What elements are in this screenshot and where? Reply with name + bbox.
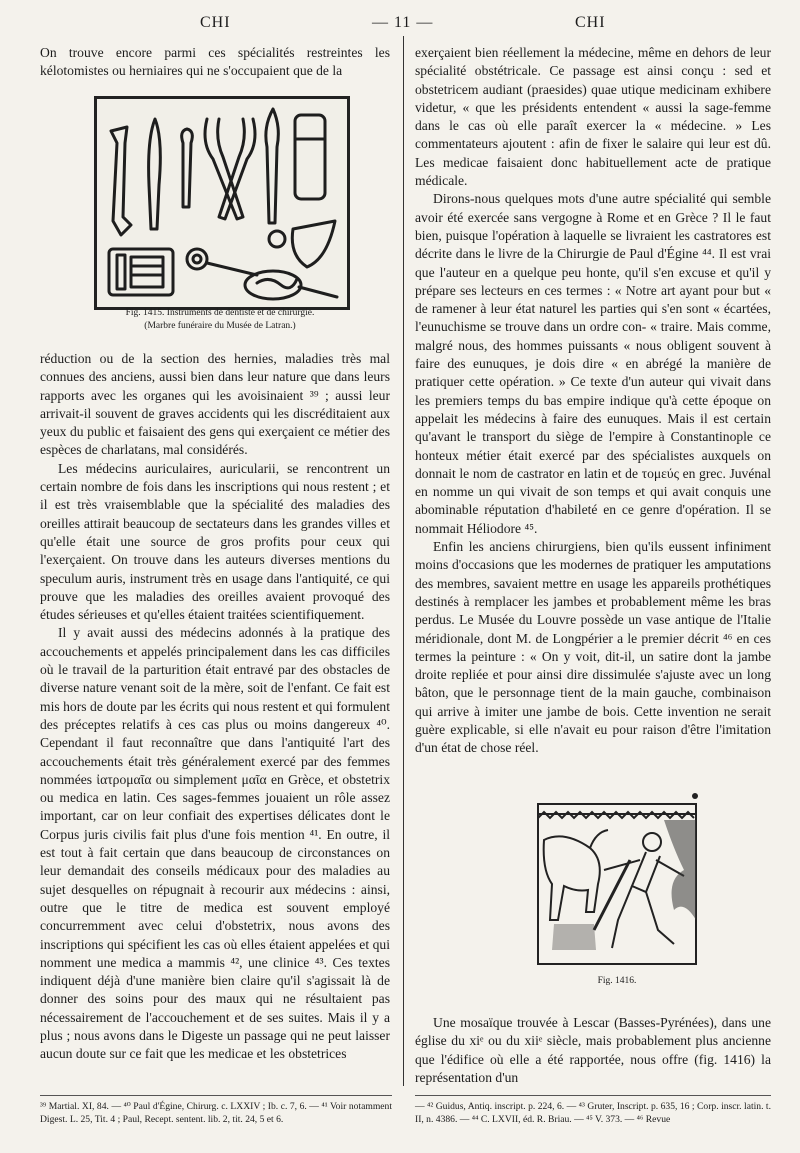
left-column: [40, 350, 390, 1064]
running-head-right: CHI: [575, 14, 606, 31]
footnotes-left: ³⁹ Martial. XI, 84. — ⁴⁰ Paul d'Égine, Chirurg. c. LXXIV ; Ib. c. 7, 6. — ⁴¹ Voir notamment Digest. L. 25, Tit. 4 ; Paul, Recept. sentent. lib. 2, tit. 24, 5 et 6.: [40, 1101, 392, 1125]
footnote-rule-left: [40, 1095, 392, 1096]
paragraph: Dirons-nous quelques mots d'une autre spécialité qui semble avoir été exercée sans vergogne à Rome et en Grèce ? Il le faut bien, puisque l'opération à laquelle se livraient les castratores est décrite dans le livre de la Chirurgie de Paul d'Égine ⁴⁴. Il est vrai que l'auteur en a quelque peu honte, qu'il s'en excuse et qu'il y prépare ses lecteurs en ces termes : « Notre art ayant pour but « de ramener à leur état naturel les parties qui s'en sont « écartées, l'eunuchisme se trouve dans un ordre con- « traire. Mais comme, malgré nous, des hommes puissants « nous obligent souvent à faire des eunuques, je dois dire « en abrégé la manière de pratiquer cette opération. » Ce texte d'un auteur qui vivait dans les premiers temps du bas empire indique qu'à cette époque on appelait les médecins à faire des eunuques. Mais il est certain qu'avant le transport du siège de l'empire à Constantinople ce honteux métier était exercé par des spécialistes auxquels on donnait le nom de castrator en latin et de τομεύς en grec. Juvénal en nomme un qui vivait de son temps et qui avait conquis une abominable réputation d'habileté en ce genre d'opération. Il se nommait Héliodore ⁴⁵.: [415, 191, 771, 536]
paragraph: Il y avait aussi des médecins adonnés à la pratique des accouchements et appelés principalement dans les cas difficiles où le travail de la parturition était entravé par des obstacles de diverse nature venant soit de la mère, soit de l'enfant. Ce fait est mis hors de doute par les écrits qui nous restent et qui formulent des préceptes relatifs à ces cas plus ou moins dangereux ⁴⁰. Cependant il faut reconnaître que dans l'antiquité l'art des accouchements était très généralement exercé par des femmes nommées ἰατρομαῖα ou simplement μαῖα en Grèce, et obstetrix ou medica en latin. Ces sages-femmes jouaient un rôle assez important, car on leur confiait des expertises délicates dont le Corpus juris civilis fait plus d'une fois mention ⁴¹. En outre, il est tout à fait certain que dans beaucoup de circonstances on leur demandait des conseils médicaux pour des maladies au sujet desquelles on répugnait à recourir aux médecins : ainsi, outre que le titre de medica est souvent employé concurremment avec celui d'obstetrix, nous avons des inscriptions qui spécifient les cas où elles étaient appelées et qui nomment une medica a mammis ⁴², une clinice ⁴³. Ces textes indiquent déjà d'une manière bien claire qu'il s'agissait là de donner des soins pour des maux qui ne résultaient pas nécessairement de l'accouchement et de ses suites. Mais il y a plus ; nous avons dans le Digeste un passage qui ne peut laisser aucun doute sur ce fait que les medicae et les obstetrices: [40, 625, 390, 1062]
figure-1416-caption: Fig. 1416.: [597, 976, 637, 986]
paragraph: réduction ou de la section des hernies, maladies très mal connues des anciens, aussi bien dans leur nature que dans leurs rapports avec les organes qui les avoisinaient ³⁹ ; aussi leur arrivait-il souvent de graves accidents qui les discréditaient aux yeux du public et faisaient des gens qui exerçaient ce métier des espèces de charlatans, mal considérés.: [40, 351, 390, 458]
mosaic-illustration: [534, 800, 700, 968]
ink-dot: [692, 793, 698, 799]
figure-1415-instruments: [94, 96, 350, 310]
right-column: [415, 44, 771, 758]
figure-1416-mosaic: [534, 800, 700, 968]
right-column-continued: [415, 1014, 771, 1087]
figure-1415-caption: [80, 307, 360, 333]
paragraph: On trouve encore parmi ces spécialités restreintes les kélotomistes ou herniaires qui ne s'occupaient que de la: [40, 45, 390, 79]
caption-line: (Marbre funéraire du Musée de Latran.): [144, 321, 296, 331]
surgical-instruments-illustration: [97, 99, 347, 307]
left-column-intro: [40, 44, 390, 81]
paragraph: Les médecins auriculaires, auricularii, se rencontrent un certain nombre de fois dans les inscriptions qui nous restent ; et il est très vraisemblable que la spécialité des maladies des oreilles attirait beaucoup de sectateurs dans les grandes villes et qu'elle était une source de gros profits pour ceux qui l'exerçaient. On trouve dans les auteurs diverses mentions du speculum auris, instrument très en usage dans l'antiquité, ce qui prouve que les maladies des oreilles avaient provoqué des études sérieuses et qu'elles étaient traitées scientifiquement.: [40, 460, 390, 623]
footnotes-right: — ⁴² Guidus, Antiq. inscript. p. 224, 6. — ⁴³ Gruter, Inscript. p. 635, 16 ; Corp. inscr. latin. t. II, n. 4386. — ⁴⁴ C. LXVII, éd. R. Briau. — ⁴⁵ V. 373. — ⁴⁶ Revue: [415, 1101, 771, 1125]
running-head-left: CHI: [200, 14, 231, 31]
paragraph: Enfin les anciens chirurgiens, bien qu'ils eussent infiniment moins d'occasions que les modernes de pratiquer les amputations des membres, savaient mettre en usage les appareils prothétiques destinés à remplacer les jambes et probablement même les bras perdus. Le Musée du Louvre possède un vase antique de l'Italie méridionale, dont M. de Longpérier a le premier décrit ⁴⁶ en ces termes la peinture : « On y voit, dit-il, un satire dont la jambe droite repliée et pour ainsi dire dissimulée s'ajuste avec un long bâton, que le personnage tient de la main gauche, combinaison qui arrive à imiter une jambe de bois. Cette invention ne serait guère explicable, si elle n'avait eu pour raison d'être l'imitation d'un état de chose réel.: [415, 539, 771, 756]
paragraph: exerçaient bien réellement la médecine, même en dehors de leur spécialité obstétricale. Ce passage est ainsi conçu : sed et obstetricem audiant (praesides) quae utique medicinam exhibere videtur, « que les présidents entendent « aussi la sage-femme dans le cas où elle paraît exercer la « médecine. » Les commentateurs ajoutent : afin de fixer le salaire qui leur est dû. Les medicae faisaient donc habituellement acte de pratique médicale.: [415, 45, 771, 189]
caption-line: Fig. 1415. Instruments de dentiste et de chirurgie.: [125, 308, 315, 318]
footnote-rule-right: [415, 1095, 771, 1096]
column-divider: [403, 36, 404, 1086]
paragraph: Une mosaïque trouvée à Lescar (Basses-Pyrénées), dans une église du xiᵉ ou du xiiᵉ siècle, mais probablement plus ancienne que l'édifice où elle a été rapportée, nous offre (fig. 1416) la représentation d'un: [415, 1015, 771, 1085]
page-number: — 11 —: [372, 14, 434, 31]
